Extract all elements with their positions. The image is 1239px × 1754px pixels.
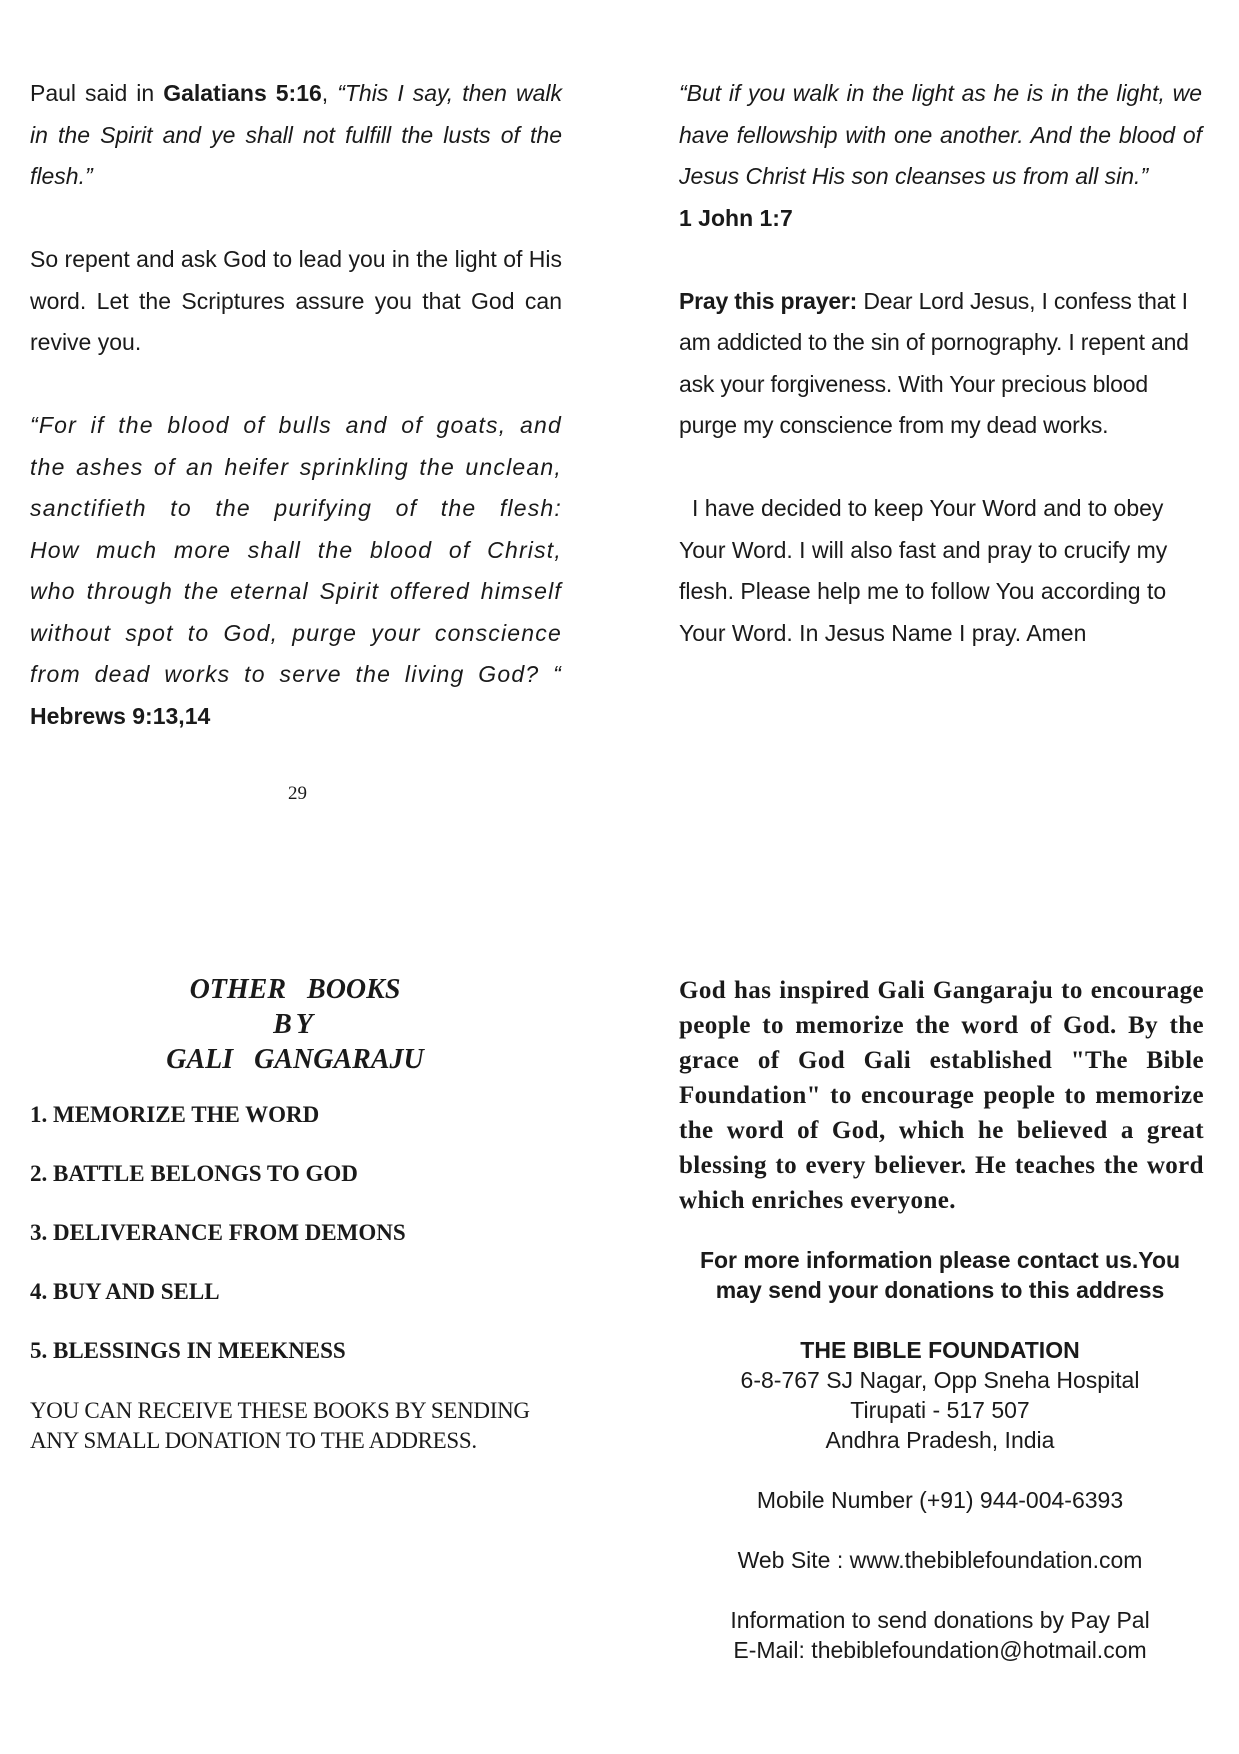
hebrews-reference: Hebrews 9:13,14 [30,702,211,729]
about-paragraph: God has inspired Gali Gangaraju to encourage people to memorize the word of God. By the grace of God Gali established "The Bible Foundation" to encourage people to memorize the word of God, which he believed a great blessing to every believer. He teaches the word which enriches everyone. [679,977,1204,1214]
prayer-paragraph [679,281,1202,447]
address-line3: Andhra Pradesh, India [825,1427,1055,1453]
organization-name: THE BIBLE FOUNDATION [800,1337,1080,1363]
address-line1: 6-8-767 SJ Nagar, Opp Sneha Hospital [740,1367,1140,1393]
galatians-quote: “This I say, then walk in the Spirit and ye shall not fulfill the lusts of the flesh.” [30,80,562,189]
email: E-Mail: thebiblefoundation@hotmail.com [733,1637,1147,1663]
other-books-title [30,972,560,1077]
top-right-column [679,73,1202,654]
galatians-comma: , [321,80,338,106]
other-books-section [30,972,590,1456]
other-books-title-line1: OTHER BOOKS [189,974,401,1005]
mobile-number: Mobile Number (+91) 944-004-6393 [756,1487,1124,1513]
book-item: 4. BUY AND SELL [30,1279,220,1304]
contact-intro-line1: For more information please contact us.You [699,1247,1181,1273]
other-books-title-line2: BY [273,1009,317,1040]
repent-paragraph: So repent and ask God to lead you in the light of His word. Let the Scriptures assure you that God can revive you. [30,246,562,355]
prayer-paragraph-2: I have decided to keep Your Word and to obey Your Word. I will also fast and pray to crucify my flesh. Please help me to follow You according to Your Word. In Jesus Name I pray. Amen [679,495,1168,646]
hebrews-quote: “For if the blood of bulls and of goats, and the ashes of an heifer sprinkling the unclean, sanctifieth to the purifying of the flesh: How much more shall the blood of Christ, who through the eternal Spirit offered himself without spot to God, purge your conscience from dead works to serve the living God? “ [30,412,630,687]
john-quote: “But if you walk in the light as he is in the light, we have fellowship with one another. And the blood of Jesus Christ His son cleanses us from all sin.” [679,80,1202,189]
prayer-text: Dear Lord Jesus, I confess that I am addicted to the sin of pornography. I repent and ask your forgiveness. With Your precious blood purge my conscience from my dead works. [679,287,1189,438]
about-section [679,973,1204,1218]
book-item: 5. BLESSINGS IN MEEKNESS [30,1338,346,1363]
other-books-title-line3: GALI GANGARAJU [166,1044,424,1075]
book-item: 2. BATTLE BELONGS TO GOD [30,1161,358,1186]
contact-intro-line2: may send your donations to this address [715,1277,1165,1303]
address-line2: Tirupati - 517 507 [850,1397,1030,1423]
john-reference: 1 John 1:7 [679,204,793,231]
book-item: 1. MEMORIZE THE WORD [30,1102,320,1127]
galatians-reference: Galatians 5:16 [163,80,322,106]
prayer-label: Pray this prayer: [679,287,858,314]
hebrews-paragraph [30,405,630,737]
top-left-column [30,73,630,737]
receive-books-note: YOU CAN RECEIVE THESE BOOKS BY SENDING ANY SMALL DONATION TO THE ADDRESS. [30,1398,530,1453]
website: Web Site : www.thebiblefoundation.com [737,1547,1143,1573]
galatians-paragraph [30,73,562,198]
paypal-info: Information to send donations by Pay Pal [730,1607,1150,1633]
books-list [30,1101,590,1365]
book-item: 3. DELIVERANCE FROM DEMONS [30,1220,406,1245]
page-number: 29 [288,783,307,804]
galatians-intro: Paul said in [30,80,164,106]
contact-section [660,1245,1220,1665]
